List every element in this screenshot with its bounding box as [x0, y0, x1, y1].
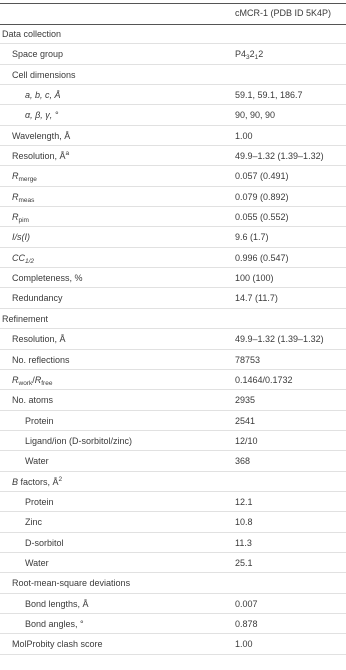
row-label: a, b, c, Å	[25, 90, 61, 101]
row-value: 0.055 (0.552)	[235, 212, 289, 223]
row-value: 49.9–1.32 (1.39–1.32)	[235, 334, 324, 345]
row-label: No. reflections	[12, 354, 70, 365]
row-label: Space group	[12, 49, 64, 60]
row-label: Root-mean-square deviations	[12, 578, 131, 589]
row-label: Protein	[25, 496, 54, 507]
row-label: Protein	[25, 415, 54, 426]
table-row	[0, 634, 346, 654]
row-label: Bond lengths, Å	[25, 598, 89, 609]
row-label: $R_{merge}$	[12, 171, 37, 184]
row-value: 368	[235, 456, 251, 467]
row-value: 0.079 (0.892)	[235, 191, 289, 202]
row-value: 1.00	[235, 130, 253, 141]
row-label: No. atoms	[12, 395, 54, 406]
section-label: Refinement	[2, 313, 49, 324]
row-label: $R_{work}/R_{free}$	[12, 374, 53, 387]
row-value: 2935	[235, 395, 256, 406]
table-row	[0, 533, 346, 553]
table-row	[0, 146, 346, 166]
row-label: Completeness, %	[12, 273, 83, 284]
section-row-refinement	[0, 309, 346, 329]
table-row	[0, 65, 346, 85]
row-value: 0.057 (0.491)	[235, 171, 289, 182]
row-value: 12.1	[235, 496, 253, 507]
row-label: B factors, $Å^2$	[12, 475, 63, 487]
row-label: Redundancy	[12, 293, 63, 304]
table-row	[0, 166, 346, 186]
table-row	[0, 451, 346, 471]
row-value: $P4_32_12$	[235, 49, 264, 62]
row-label: $CC_{1/2}$	[12, 252, 35, 265]
row-label: Resolution, Å	[12, 334, 66, 345]
table-row	[0, 207, 346, 227]
row-value: 12/10	[235, 435, 258, 446]
row-value: 59.1, 59.1, 186.7	[235, 90, 303, 101]
table-row	[0, 370, 346, 390]
row-value: 0.1464/0.1732	[235, 374, 293, 385]
table-row	[0, 390, 346, 410]
row-value: 25.1	[235, 557, 253, 568]
table-row	[0, 553, 346, 573]
table-row	[0, 126, 346, 146]
row-label: D-sorbitol	[25, 537, 64, 548]
row-label: $R_{pim}$	[12, 212, 29, 225]
row-value: 0.878	[235, 618, 258, 629]
row-value: 9.6 (1.7)	[235, 232, 269, 243]
row-value: 90, 90, 90	[235, 110, 276, 121]
row-label: Zinc	[25, 517, 43, 528]
table-row	[0, 329, 346, 349]
table-row	[0, 614, 346, 634]
table-row	[0, 573, 346, 593]
row-label: Resolution, $Å^a$	[12, 150, 70, 162]
row-value: 14.7 (11.7)	[235, 293, 278, 304]
table-row	[0, 512, 346, 532]
table-row	[0, 227, 346, 247]
row-value: 10.8	[235, 517, 253, 528]
row-label: $R_{meas}$	[12, 191, 35, 204]
row-value: 11.3	[235, 537, 252, 548]
table-row	[0, 472, 346, 492]
row-label: α, β, γ, °	[25, 110, 59, 121]
row-label: Ligand/ion (D-sorbitol/zinc)	[25, 435, 133, 446]
table-row	[0, 594, 346, 614]
table-row	[0, 268, 346, 288]
row-value: 1.00	[235, 639, 253, 650]
table-row	[0, 431, 346, 451]
table-top-rule	[0, 3, 346, 4]
table-row	[0, 248, 346, 268]
column-header: cMCR-1 (PDB ID 5K4P)	[235, 8, 332, 18]
table-row	[0, 288, 346, 308]
row-label: Wavelength, Å	[12, 130, 71, 141]
table-row	[0, 350, 346, 370]
section-label: Data collection	[2, 29, 62, 39]
row-value: 78753	[235, 354, 261, 365]
row-value: 100 (100)	[235, 273, 274, 284]
table-row	[0, 85, 346, 105]
row-value: 0.996 (0.547)	[235, 252, 289, 263]
table-row	[0, 105, 346, 125]
row-label: Bond angles, °	[25, 618, 84, 629]
table-row	[0, 44, 346, 64]
table-body	[0, 24, 346, 655]
row-value: 49.9–1.32 (1.39–1.32)	[235, 151, 324, 162]
section-row-data-collection	[0, 24, 346, 44]
row-value: 2541	[235, 415, 256, 426]
row-label: I/s(I)	[12, 232, 30, 243]
row-label: Cell dimensions	[12, 69, 76, 80]
row-label: Water	[25, 456, 49, 467]
row-value: 0.007	[235, 598, 258, 609]
row-label: MolProbity clash score	[12, 639, 103, 650]
table-row	[0, 492, 346, 512]
table-row	[0, 187, 346, 207]
table-row	[0, 411, 346, 431]
row-label: Water	[25, 557, 49, 568]
